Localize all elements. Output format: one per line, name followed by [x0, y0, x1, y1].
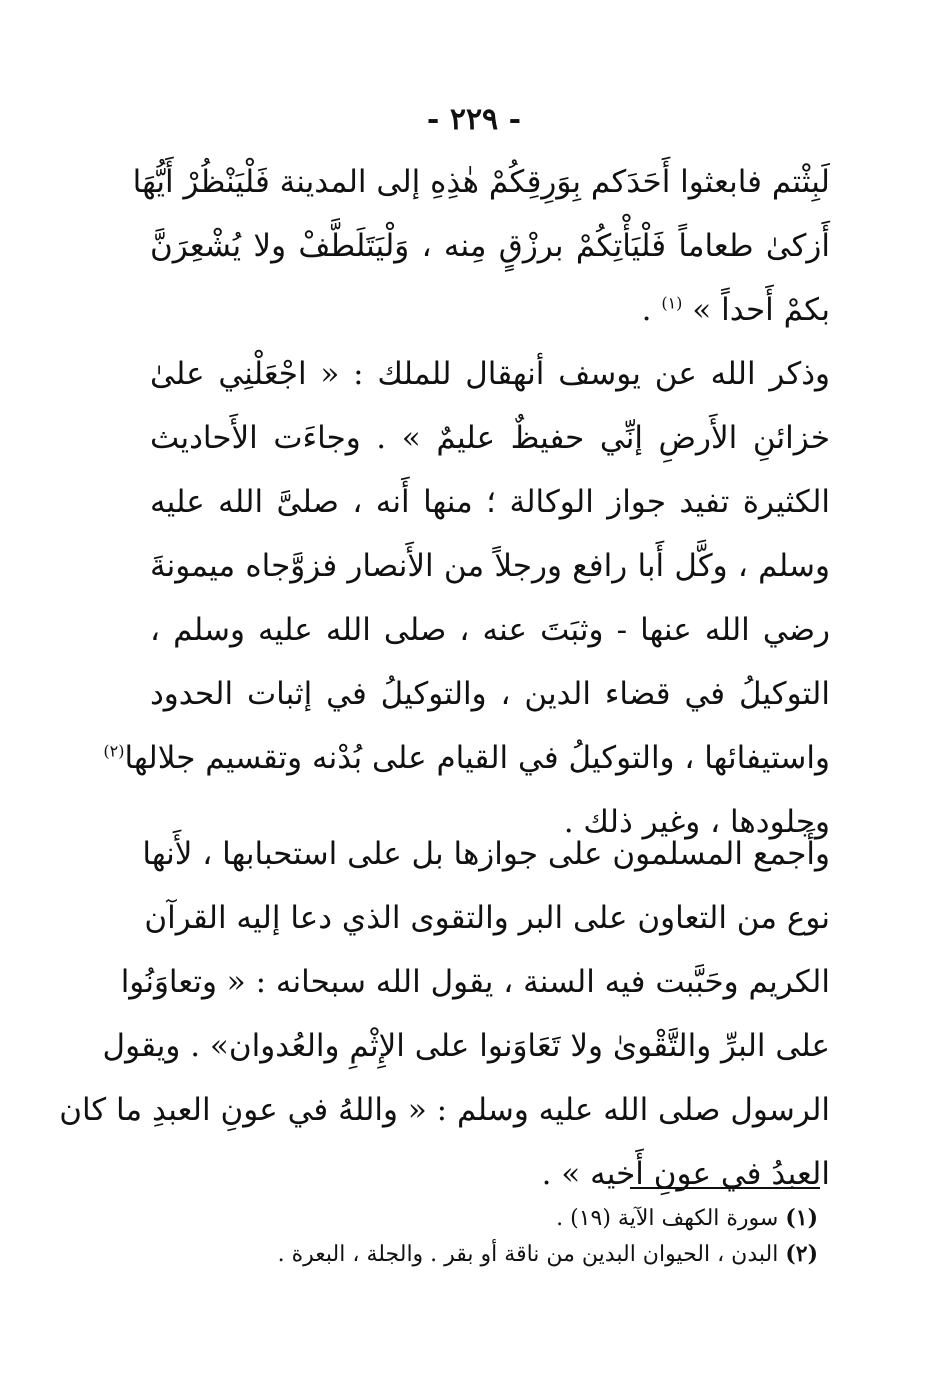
- text-line: [150, 278, 830, 342]
- text-line: أَزكىٰ طعاماً فَلْيَأْتِكُمْ برزْقٍ مِنه ، وَلْيَتَلَطَّفْ ولا يُشْعِرَنَّ: [150, 228, 830, 264]
- text-line: نوع من التعاون على البر والتقوى الذي دعا إليه القرآن: [144, 900, 830, 936]
- text-line: وجلودها ، وغير ذلك .: [563, 804, 830, 840]
- text-line: على البرِّ والتَّقْوىٰ ولا تَعَاوَنوا على الإِثْمِ والعُدوان» . ويقول: [102, 1028, 830, 1064]
- footnote-2: [150, 1236, 818, 1272]
- footnote-text: سورة الكهف الآية (١٩) .: [556, 1206, 779, 1231]
- text-line: التوكيلُ في قضاء الدين ، والتوكيلُ في إثبات الحدود: [150, 676, 830, 712]
- footnote-ref-2[interactable]: (٢): [103, 741, 125, 761]
- text-line: لَبِثْتم فابعثوا أَحَدَكم بِوَرِقِكُمْ هٰذِهِ إلى المدينة فَلْيَنْظُرْ أَيُّهَا: [132, 164, 830, 200]
- page-number: - ٢٢٩ -: [426, 102, 522, 137]
- text-line-end: .: [641, 292, 652, 328]
- text-line-content: بكمْ أَحداً »: [692, 292, 830, 328]
- footnote-ref-1[interactable]: (١): [661, 293, 683, 313]
- text-line: وذكر الله عن يوسف أنهقال للملك : « اجْعَلْنِي علىٰ: [150, 356, 830, 392]
- footnote-number: (١): [785, 1205, 818, 1231]
- footnote-1: [150, 1200, 818, 1236]
- text-line: الكريم وحَبَّبت فيه السنة ، يقول الله سبحانه : « وتعاوَنُوا: [120, 964, 830, 1000]
- footnote-number: (٢): [785, 1241, 818, 1267]
- text-line: وسلم ، وكَّل أَبا رافع ورجلاً من الأَنصار فزوَّجاه ميمونةَ: [150, 548, 830, 584]
- text-line: الكثيرة تفيد جواز الوكالة ؛ منها أَنه ، صلىَّ الله عليه: [150, 484, 830, 520]
- footnote-divider: [630, 1187, 820, 1189]
- text-line-content: واستيفائها ، والتوكيلُ في القيام على بُدْنه وتقسيم جلالها: [124, 740, 830, 776]
- footnotes: [150, 1200, 818, 1272]
- text-line: خزائنِ الأَرضِ إنِّي حفيظٌ عليمٌ » . وجاءَت الأَحاديث: [150, 420, 830, 456]
- text-line: العبدُ في عونِ أَخيه » .: [541, 1156, 830, 1192]
- paragraph-quran-continuation: [132, 150, 830, 342]
- text-line: [103, 726, 830, 790]
- text-line: الرسول صلى الله عليه وسلم : « واللهُ في عونِ العبدِ ما كان: [59, 1092, 830, 1128]
- footnote-text: البدن ، الحيوان البدين من ناقة أو بقر . والجلة ، البعرة .: [277, 1242, 779, 1267]
- paragraph-consensus: [59, 822, 830, 1206]
- text-line: وأَجمع المسلمون على جوازها بل على استحبابها ، لأَنها: [142, 836, 830, 872]
- text-line: رضي الله عنها - وثبَتَ عنه ، صلى الله عليه وسلم ،: [150, 612, 830, 648]
